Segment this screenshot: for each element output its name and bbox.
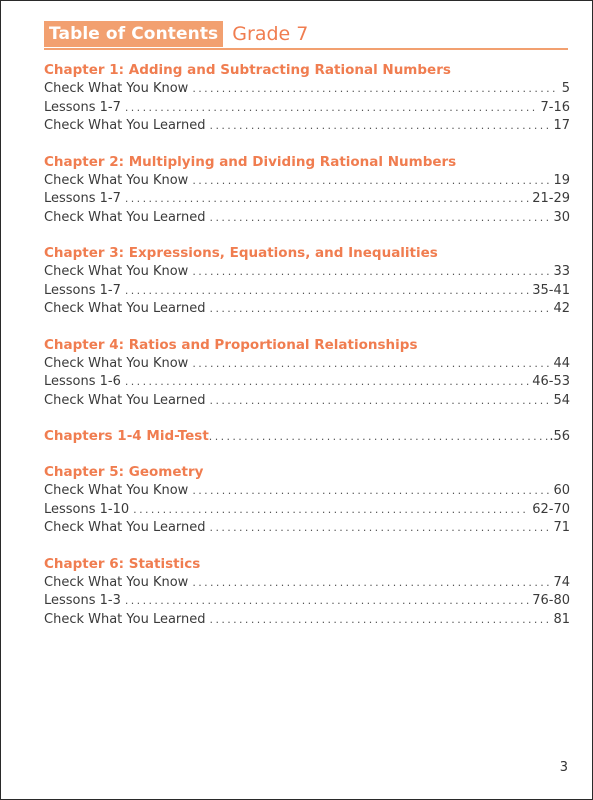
toc-row [44, 592, 570, 611]
chapter-5 [44, 463, 570, 538]
chapter-title: Chapter 5: Geometry [44, 464, 204, 480]
toc-row [44, 282, 570, 301]
midtest-page: .56 [549, 429, 570, 444]
toc-row [44, 190, 570, 209]
toc-row-page: 17 [553, 118, 570, 133]
chapter-title: Chapter 1: Adding and Subtracting Rational Numbers [44, 62, 451, 78]
toc-row [44, 519, 570, 538]
toc-row-label: Lessons 1-7 [44, 282, 121, 298]
chapter-title: Chapter 2: Multiplying and Dividing Rational Numbers [44, 153, 457, 170]
toc-row-label: Lessons 1-10 [44, 501, 130, 517]
toc-row-page: 35-41 [532, 282, 570, 298]
chapter-3 [44, 244, 570, 319]
toc-row-label: Lessons 1-6 [44, 374, 121, 389]
chapter-4 [44, 336, 570, 411]
toc-row-label: Check What You Know [44, 81, 189, 96]
dot-leader [210, 300, 551, 319]
toc-row [44, 209, 570, 228]
dot-leader [210, 611, 551, 630]
toc-row-label: Check What You Know [44, 483, 189, 498]
toc-row [44, 482, 570, 501]
toc-row-page: 60 [553, 483, 570, 498]
dot-leader [133, 501, 529, 520]
dot-leader [192, 172, 550, 191]
toc-row-label: Check What You Learned [44, 118, 206, 133]
toc-row-page: 81 [553, 611, 570, 627]
chapter-1 [44, 61, 570, 136]
toc-row-label: Check What You Know [44, 264, 189, 279]
toc-title: Table of Contents [44, 21, 223, 47]
toc-row-label: Check What You Know [44, 355, 189, 371]
midtest-label: Chapters 1-4 Mid-Test [44, 428, 209, 444]
toc-row [44, 263, 570, 282]
toc-row-label: Check What You Know [44, 172, 189, 188]
dot-leader [210, 209, 551, 228]
chapter-title: Chapter 6: Statistics [44, 555, 201, 572]
toc-row [44, 355, 570, 374]
toc-row-label: Check What You Learned [44, 209, 206, 225]
header-rule [44, 48, 568, 50]
toc-row [44, 574, 570, 593]
toc-row-page: 71 [553, 520, 570, 535]
page-number: 3 [559, 760, 568, 775]
chapter-6 [44, 555, 570, 630]
dot-leader [125, 592, 529, 611]
toc-row-page: 7-16 [540, 99, 570, 115]
toc-row [44, 373, 570, 392]
toc-row-label: Check What You Learned [44, 301, 206, 316]
dot-leader [192, 263, 550, 282]
dot-leader [125, 190, 529, 209]
dot-leader [125, 99, 538, 118]
toc-row-label: Lessons 1-7 [44, 99, 121, 115]
toc-row-page: 42 [553, 301, 570, 316]
toc-row [44, 300, 570, 319]
dot-leader [210, 519, 551, 538]
toc-row [44, 501, 570, 520]
dot-leader [192, 482, 550, 501]
toc-row-page: 74 [553, 574, 570, 590]
toc-row [44, 117, 570, 136]
dot-leader [125, 373, 529, 392]
toc-row-page: 76-80 [532, 593, 570, 608]
toc-row-page: 5 [561, 81, 570, 96]
chapter-title: Chapter 3: Expressions, Equations, and Inequalities [44, 245, 438, 261]
dot-leader [192, 355, 550, 374]
dot-leader [125, 282, 529, 301]
toc-row-page: 46-53 [532, 374, 570, 389]
chapter-2 [44, 153, 570, 228]
toc-row-label: Check What You Learned [44, 520, 206, 535]
toc-header [44, 20, 308, 48]
dot-leader [209, 427, 550, 446]
dot-leader [192, 574, 550, 593]
toc-row-page: 30 [553, 209, 570, 225]
toc-row-page: 54 [553, 392, 570, 408]
dot-leader [210, 117, 551, 136]
toc-row-page: 19 [553, 172, 570, 188]
toc-list [44, 61, 570, 646]
dot-leader [192, 80, 558, 99]
toc-row-label: Check What You Know [44, 574, 189, 590]
toc-row-page: 33 [553, 264, 570, 279]
toc-row-page: 21-29 [532, 191, 570, 206]
toc-row-label: Check What You Learned [44, 611, 206, 627]
toc-row-page: 44 [553, 355, 570, 371]
toc-row [44, 99, 570, 118]
toc-row-label: Lessons 1-7 [44, 191, 121, 206]
midtest-row [44, 427, 570, 446]
toc-row [44, 172, 570, 191]
toc-row-page: 62-70 [532, 501, 570, 517]
toc-row-label: Lessons 1-3 [44, 593, 121, 608]
toc-row [44, 611, 570, 630]
chapter-title: Chapter 4: Ratios and Proportional Relationships [44, 336, 418, 353]
dot-leader [210, 392, 551, 411]
toc-row [44, 392, 570, 411]
toc-row [44, 80, 570, 99]
toc-row-label: Check What You Learned [44, 392, 206, 408]
grade-label: Grade 7 [232, 23, 309, 45]
